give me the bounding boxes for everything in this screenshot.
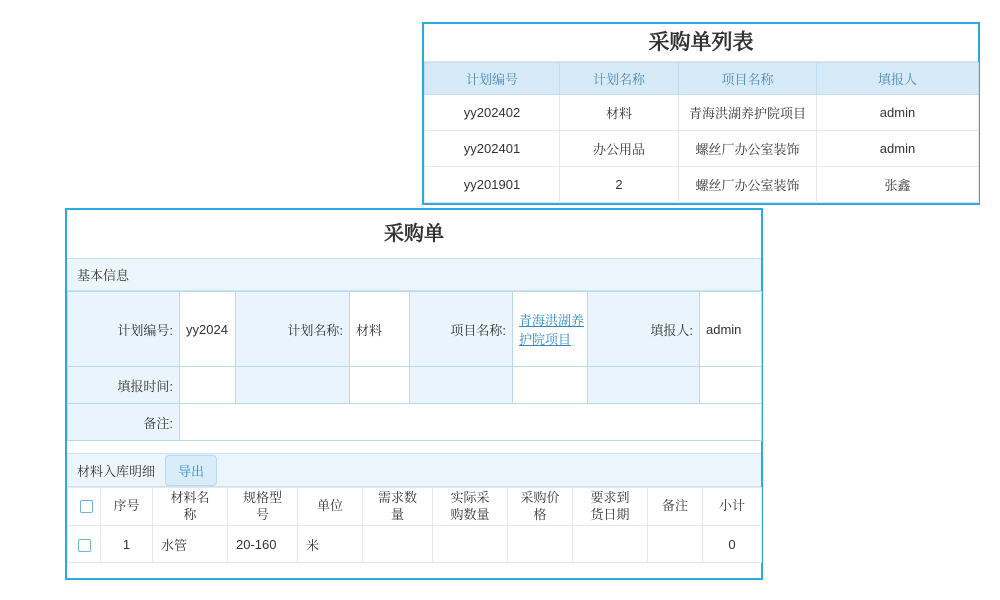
detail-section-header-bar xyxy=(67,453,761,487)
basic-info-row-1 xyxy=(68,292,762,367)
cell-project-name: 青海洪湖养护院项目 xyxy=(679,95,817,131)
cell-plan-no: yy202402 xyxy=(425,95,560,131)
detail-col-arrival-date: 要求到货日期 xyxy=(573,488,648,526)
list-col-reporter: 填报人 xyxy=(817,63,979,95)
list-panel-title: 采购单列表 xyxy=(424,24,978,62)
material-detail-table xyxy=(67,487,762,563)
fill-time-label: 填报时间: xyxy=(68,367,180,404)
row-select-cell xyxy=(68,526,101,563)
remark-value xyxy=(180,404,762,441)
basic-info-row-2 xyxy=(68,367,762,404)
cell-project-name: 螺丝厂办公室装饰 xyxy=(679,167,817,203)
detail-section-title: 材料入库明细 xyxy=(77,463,156,479)
fill-time-value xyxy=(180,367,236,404)
detail-col-actual-qty: 实际采购数量 xyxy=(433,488,508,526)
empty-value-cell xyxy=(350,367,410,404)
cell-plan-no: yy202401 xyxy=(425,131,560,167)
detail-col-seq: 序号 xyxy=(101,488,153,526)
select-all-cell xyxy=(68,488,101,526)
plan-no-label: 计划编号: xyxy=(68,292,180,367)
basic-info-title: 基本信息 xyxy=(77,268,130,283)
select-all-checkbox[interactable] xyxy=(80,500,93,513)
purchase-list-panel xyxy=(422,22,980,205)
project-name-cell xyxy=(513,292,588,367)
plan-name-label: 计划名称: xyxy=(236,292,350,367)
cell-plan-no: yy201901 xyxy=(425,167,560,203)
basic-info-header-bar xyxy=(67,258,761,291)
empty-value-cell xyxy=(700,367,762,404)
list-col-project-name: 项目名称 xyxy=(679,63,817,95)
list-header-row xyxy=(425,63,979,95)
detail-col-remark: 备注 xyxy=(648,488,703,526)
list-col-plan-name: 计划名称 xyxy=(560,63,679,95)
row-checkbox[interactable] xyxy=(78,539,91,552)
cell-plan-name: 材料 xyxy=(560,95,679,131)
export-button[interactable]: 导出 xyxy=(165,455,217,486)
list-col-plan-no: 计划编号 xyxy=(425,63,560,95)
detail-header-row xyxy=(68,488,762,526)
cell-plan-name: 办公用品 xyxy=(560,131,679,167)
list-row[interactable] xyxy=(425,95,979,131)
plan-name-value: 材料 xyxy=(350,292,410,367)
cell-reporter: 张鑫 xyxy=(817,167,979,203)
cell-price xyxy=(508,526,573,563)
form-panel-title: 采购单 xyxy=(384,223,444,245)
list-row[interactable] xyxy=(425,131,979,167)
purchase-list-table xyxy=(424,62,979,203)
detail-row xyxy=(68,526,762,563)
reporter-value: admin xyxy=(700,292,762,367)
empty-label-cell xyxy=(236,367,350,404)
reporter-label: 填报人: xyxy=(588,292,700,367)
cell-unit: 米 xyxy=(298,526,363,563)
detail-col-unit: 单位 xyxy=(298,488,363,526)
empty-value-cell xyxy=(513,367,588,404)
cell-seq: 1 xyxy=(101,526,153,563)
cell-actual-qty xyxy=(433,526,508,563)
cell-reporter: admin xyxy=(817,95,979,131)
cell-material-name: 水管 xyxy=(153,526,228,563)
detail-col-material-name: 材料名称 xyxy=(153,488,228,526)
cell-subtotal: 0 xyxy=(703,526,762,563)
detail-col-demand-qty: 需求数量 xyxy=(363,488,433,526)
plan-no-value: yy2024 xyxy=(180,292,236,367)
cell-reporter: admin xyxy=(817,131,979,167)
cell-arrival-date xyxy=(573,526,648,563)
cell-remark xyxy=(648,526,703,563)
cell-project-name: 螺丝厂办公室装饰 xyxy=(679,131,817,167)
project-name-label: 项目名称: xyxy=(410,292,513,367)
remark-label: 备注: xyxy=(68,404,180,441)
basic-info-row-3 xyxy=(68,404,762,441)
cell-plan-name: 2 xyxy=(560,167,679,203)
purchase-form-panel xyxy=(65,208,763,580)
cell-spec-model: 20-160 xyxy=(228,526,298,563)
project-link[interactable]: 青海洪湖养护院项目 xyxy=(519,313,585,347)
detail-col-price: 采购价格 xyxy=(508,488,573,526)
list-row[interactable] xyxy=(425,167,979,203)
empty-label-cell xyxy=(410,367,513,404)
basic-info-table xyxy=(67,291,762,441)
empty-label-cell xyxy=(588,367,700,404)
detail-col-spec-model: 规格型号 xyxy=(228,488,298,526)
detail-col-subtotal: 小计 xyxy=(703,488,762,526)
cell-demand-qty xyxy=(363,526,433,563)
